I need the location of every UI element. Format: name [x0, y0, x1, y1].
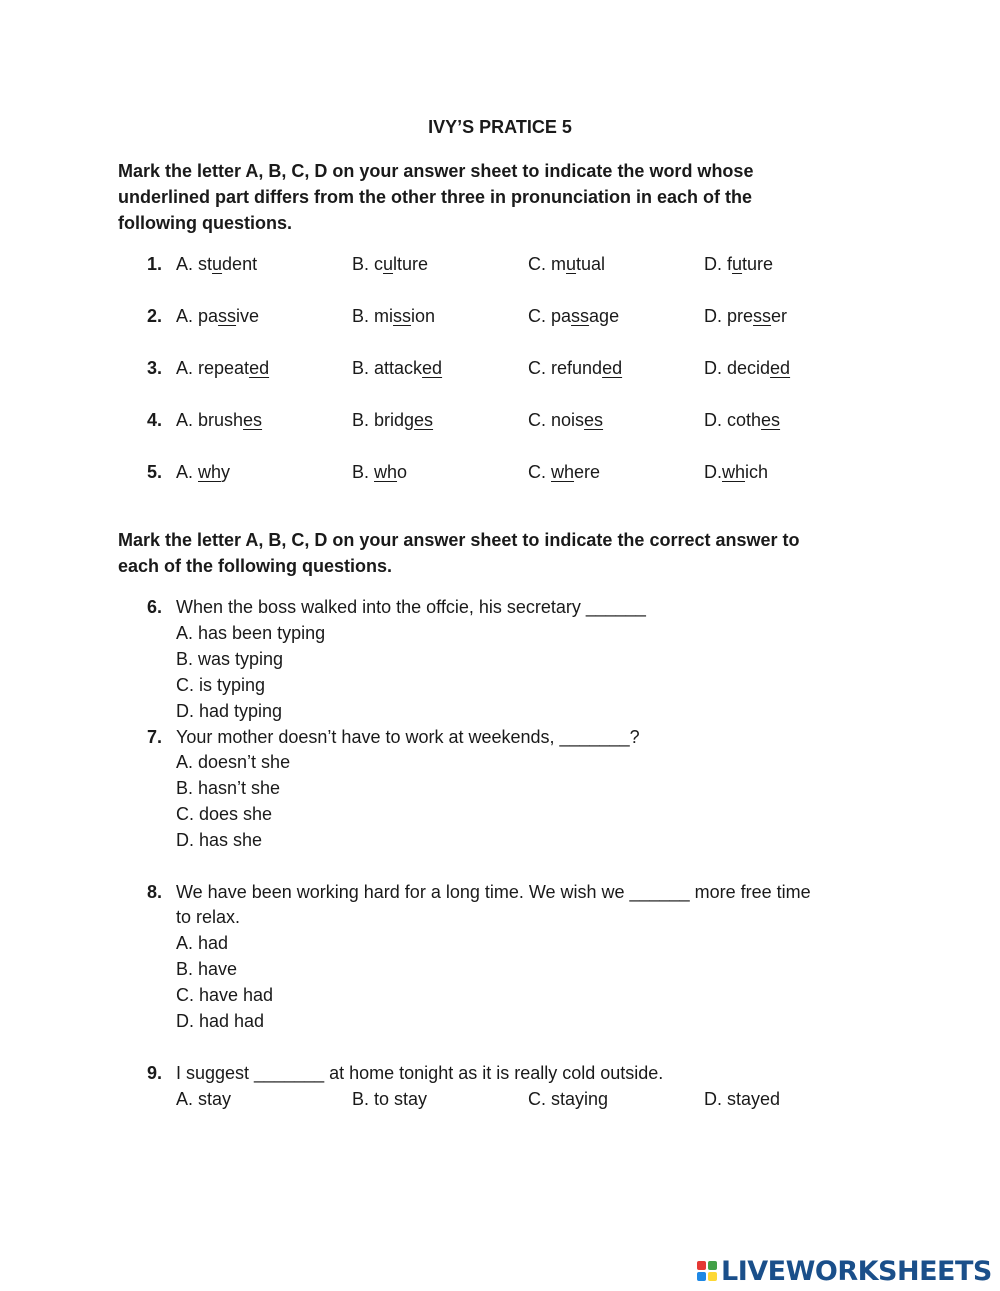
option-text: c: [374, 254, 384, 274]
logo-blocks-icon: [697, 1261, 717, 1281]
option-text: ion: [411, 306, 436, 326]
question-number: 3.: [146, 358, 162, 378]
answer-option[interactable]: B. hasn’t she: [176, 778, 281, 798]
option-text: ich: [745, 462, 769, 482]
underlined-part: ed: [249, 358, 270, 378]
option-text: o: [397, 462, 408, 482]
answer-option[interactable]: [176, 254, 257, 275]
question-number: 1.: [146, 254, 162, 274]
option-text: B.: [352, 410, 375, 430]
underlined-part: ss: [571, 306, 590, 326]
option-text: C.: [528, 358, 552, 378]
logo-block: [697, 1272, 706, 1281]
question-stem: Your mother doesn’t have to work at weekends, _______?: [176, 727, 640, 747]
question-stem: I suggest _______ at home tonight as it is really cold outside.: [176, 1063, 664, 1083]
instruction-line: following questions.: [118, 213, 292, 233]
underlined-part: wh: [374, 462, 398, 482]
answer-option[interactable]: [528, 358, 622, 379]
underlined-part: ss: [393, 306, 412, 326]
liveworksheets-logo[interactable]: [697, 1255, 992, 1287]
answer-option[interactable]: A. had: [176, 933, 229, 953]
instruction-line: each of the following questions.: [118, 556, 393, 576]
underlined-part: ss: [753, 306, 772, 326]
option-text: dent: [222, 254, 258, 274]
answer-option[interactable]: C. is typing: [176, 675, 266, 695]
question-number: 4.: [146, 410, 162, 430]
underlined-part: wh: [198, 462, 222, 482]
option-text: refund: [551, 358, 603, 378]
question-number: 9.: [146, 1063, 162, 1083]
option-text: f: [727, 254, 733, 274]
option-text: C.: [528, 306, 552, 326]
option-text: D.: [704, 462, 722, 482]
option-text: lture: [393, 254, 429, 274]
option-text: ere: [574, 462, 601, 482]
option-text: mi: [374, 306, 394, 326]
option-text: age: [589, 306, 620, 326]
option-text: decid: [727, 358, 771, 378]
option-text: ture: [742, 254, 774, 274]
answer-option[interactable]: A. stay: [176, 1089, 232, 1109]
option-text: nois: [551, 410, 585, 430]
option-text: A.: [176, 254, 199, 274]
logo-block: [708, 1261, 717, 1270]
option-text: B.: [352, 254, 375, 274]
question-stem: We have been working hard for a long time. We wish we ______ more free time: [176, 882, 811, 902]
option-text: C.: [528, 410, 552, 430]
answer-option[interactable]: [528, 306, 619, 327]
option-text: pa: [551, 306, 572, 326]
answer-option[interactable]: [352, 358, 442, 379]
answer-option[interactable]: [176, 410, 262, 431]
answer-option[interactable]: [352, 410, 433, 431]
option-text: B.: [352, 358, 375, 378]
option-text: pa: [198, 306, 219, 326]
option-text: attack: [374, 358, 423, 378]
answer-option[interactable]: [176, 462, 230, 483]
underlined-part: u: [383, 254, 394, 274]
instruction-line: Mark the letter A, B, C, D on your answer sheet to indicate the correct answer to: [118, 530, 800, 550]
answer-option[interactable]: [528, 462, 600, 483]
answer-option[interactable]: D. had typing: [176, 701, 283, 721]
option-text: bridg: [374, 410, 415, 430]
answer-option[interactable]: B. have: [176, 959, 238, 979]
logo-text: LIVEWORKSHEETS: [721, 1255, 992, 1287]
option-text: D.: [704, 410, 728, 430]
answer-option[interactable]: [352, 254, 428, 275]
question-number: 8.: [146, 882, 162, 902]
answer-option[interactable]: C. have had: [176, 985, 274, 1005]
option-text: A.: [176, 358, 199, 378]
answer-option[interactable]: D. stayed: [704, 1089, 781, 1109]
answer-option[interactable]: C. does she: [176, 804, 273, 824]
question-number: 7.: [146, 727, 162, 747]
underlined-part: wh: [551, 462, 575, 482]
option-text: A.: [176, 462, 199, 482]
option-text: B.: [352, 306, 375, 326]
answer-option[interactable]: D. had had: [176, 1011, 265, 1031]
answer-option[interactable]: [704, 358, 790, 379]
question-stem: When the boss walked into the offcie, his secretary ______: [176, 597, 646, 617]
question-number: 6.: [146, 597, 162, 617]
option-text: A.: [176, 410, 199, 430]
answer-option[interactable]: D. has she: [176, 830, 263, 850]
option-text: ive: [236, 306, 260, 326]
underlined-part: ss: [218, 306, 237, 326]
answer-option[interactable]: [704, 410, 780, 431]
worksheet-title: IVY’S PRATICE 5: [428, 117, 572, 137]
answer-option[interactable]: B. was typing: [176, 649, 284, 669]
answer-option[interactable]: C. staying: [528, 1089, 609, 1109]
answer-option[interactable]: [704, 462, 768, 483]
underlined-part: wh: [722, 462, 746, 482]
underlined-part: ed: [422, 358, 443, 378]
logo-block: [697, 1261, 706, 1270]
option-text: repeat: [198, 358, 250, 378]
option-text: pre: [727, 306, 754, 326]
answer-option[interactable]: [176, 306, 259, 327]
answer-option[interactable]: [704, 254, 773, 275]
underlined-part: u: [212, 254, 223, 274]
underlined-part: u: [566, 254, 577, 274]
underlined-part: es: [243, 410, 263, 430]
option-text: D.: [704, 358, 728, 378]
option-text: er: [771, 306, 788, 326]
answer-option[interactable]: B. to stay: [352, 1089, 428, 1109]
option-text: D.: [704, 306, 728, 326]
instruction-line: Mark the letter A, B, C, D on your answer sheet to indicate the word whose: [118, 161, 754, 181]
answer-option[interactable]: A. doesn’t she: [176, 752, 291, 772]
underlined-part: ed: [770, 358, 791, 378]
option-text: C.: [528, 462, 552, 482]
underlined-part: es: [414, 410, 434, 430]
underlined-part: ed: [602, 358, 623, 378]
option-text: D.: [704, 254, 728, 274]
section1-instructions: [118, 158, 878, 236]
underlined-part: es: [584, 410, 604, 430]
option-text: tual: [576, 254, 606, 274]
option-text: y: [221, 462, 231, 482]
answer-option[interactable]: [352, 306, 435, 327]
question-stem: to relax.: [176, 907, 241, 927]
underlined-part: es: [761, 410, 781, 430]
answer-option[interactable]: [528, 254, 605, 275]
option-text: brush: [198, 410, 244, 430]
option-text: coth: [727, 410, 762, 430]
option-text: B.: [352, 462, 375, 482]
question-number: 5.: [146, 462, 162, 482]
option-text: m: [551, 254, 567, 274]
option-text: C.: [528, 254, 552, 274]
section2-instructions: [118, 527, 878, 579]
answer-option[interactable]: [176, 358, 269, 379]
answer-option[interactable]: [528, 410, 603, 431]
option-text: A.: [176, 306, 199, 326]
answer-option[interactable]: [352, 462, 407, 483]
question-number: 2.: [146, 306, 162, 326]
underlined-part: u: [732, 254, 743, 274]
option-text: st: [198, 254, 213, 274]
answer-option[interactable]: A. has been typing: [176, 623, 326, 643]
logo-block: [708, 1272, 717, 1281]
answer-option[interactable]: [704, 306, 787, 327]
instruction-line: underlined part differs from the other three in pronunciation in each of the: [118, 187, 753, 207]
